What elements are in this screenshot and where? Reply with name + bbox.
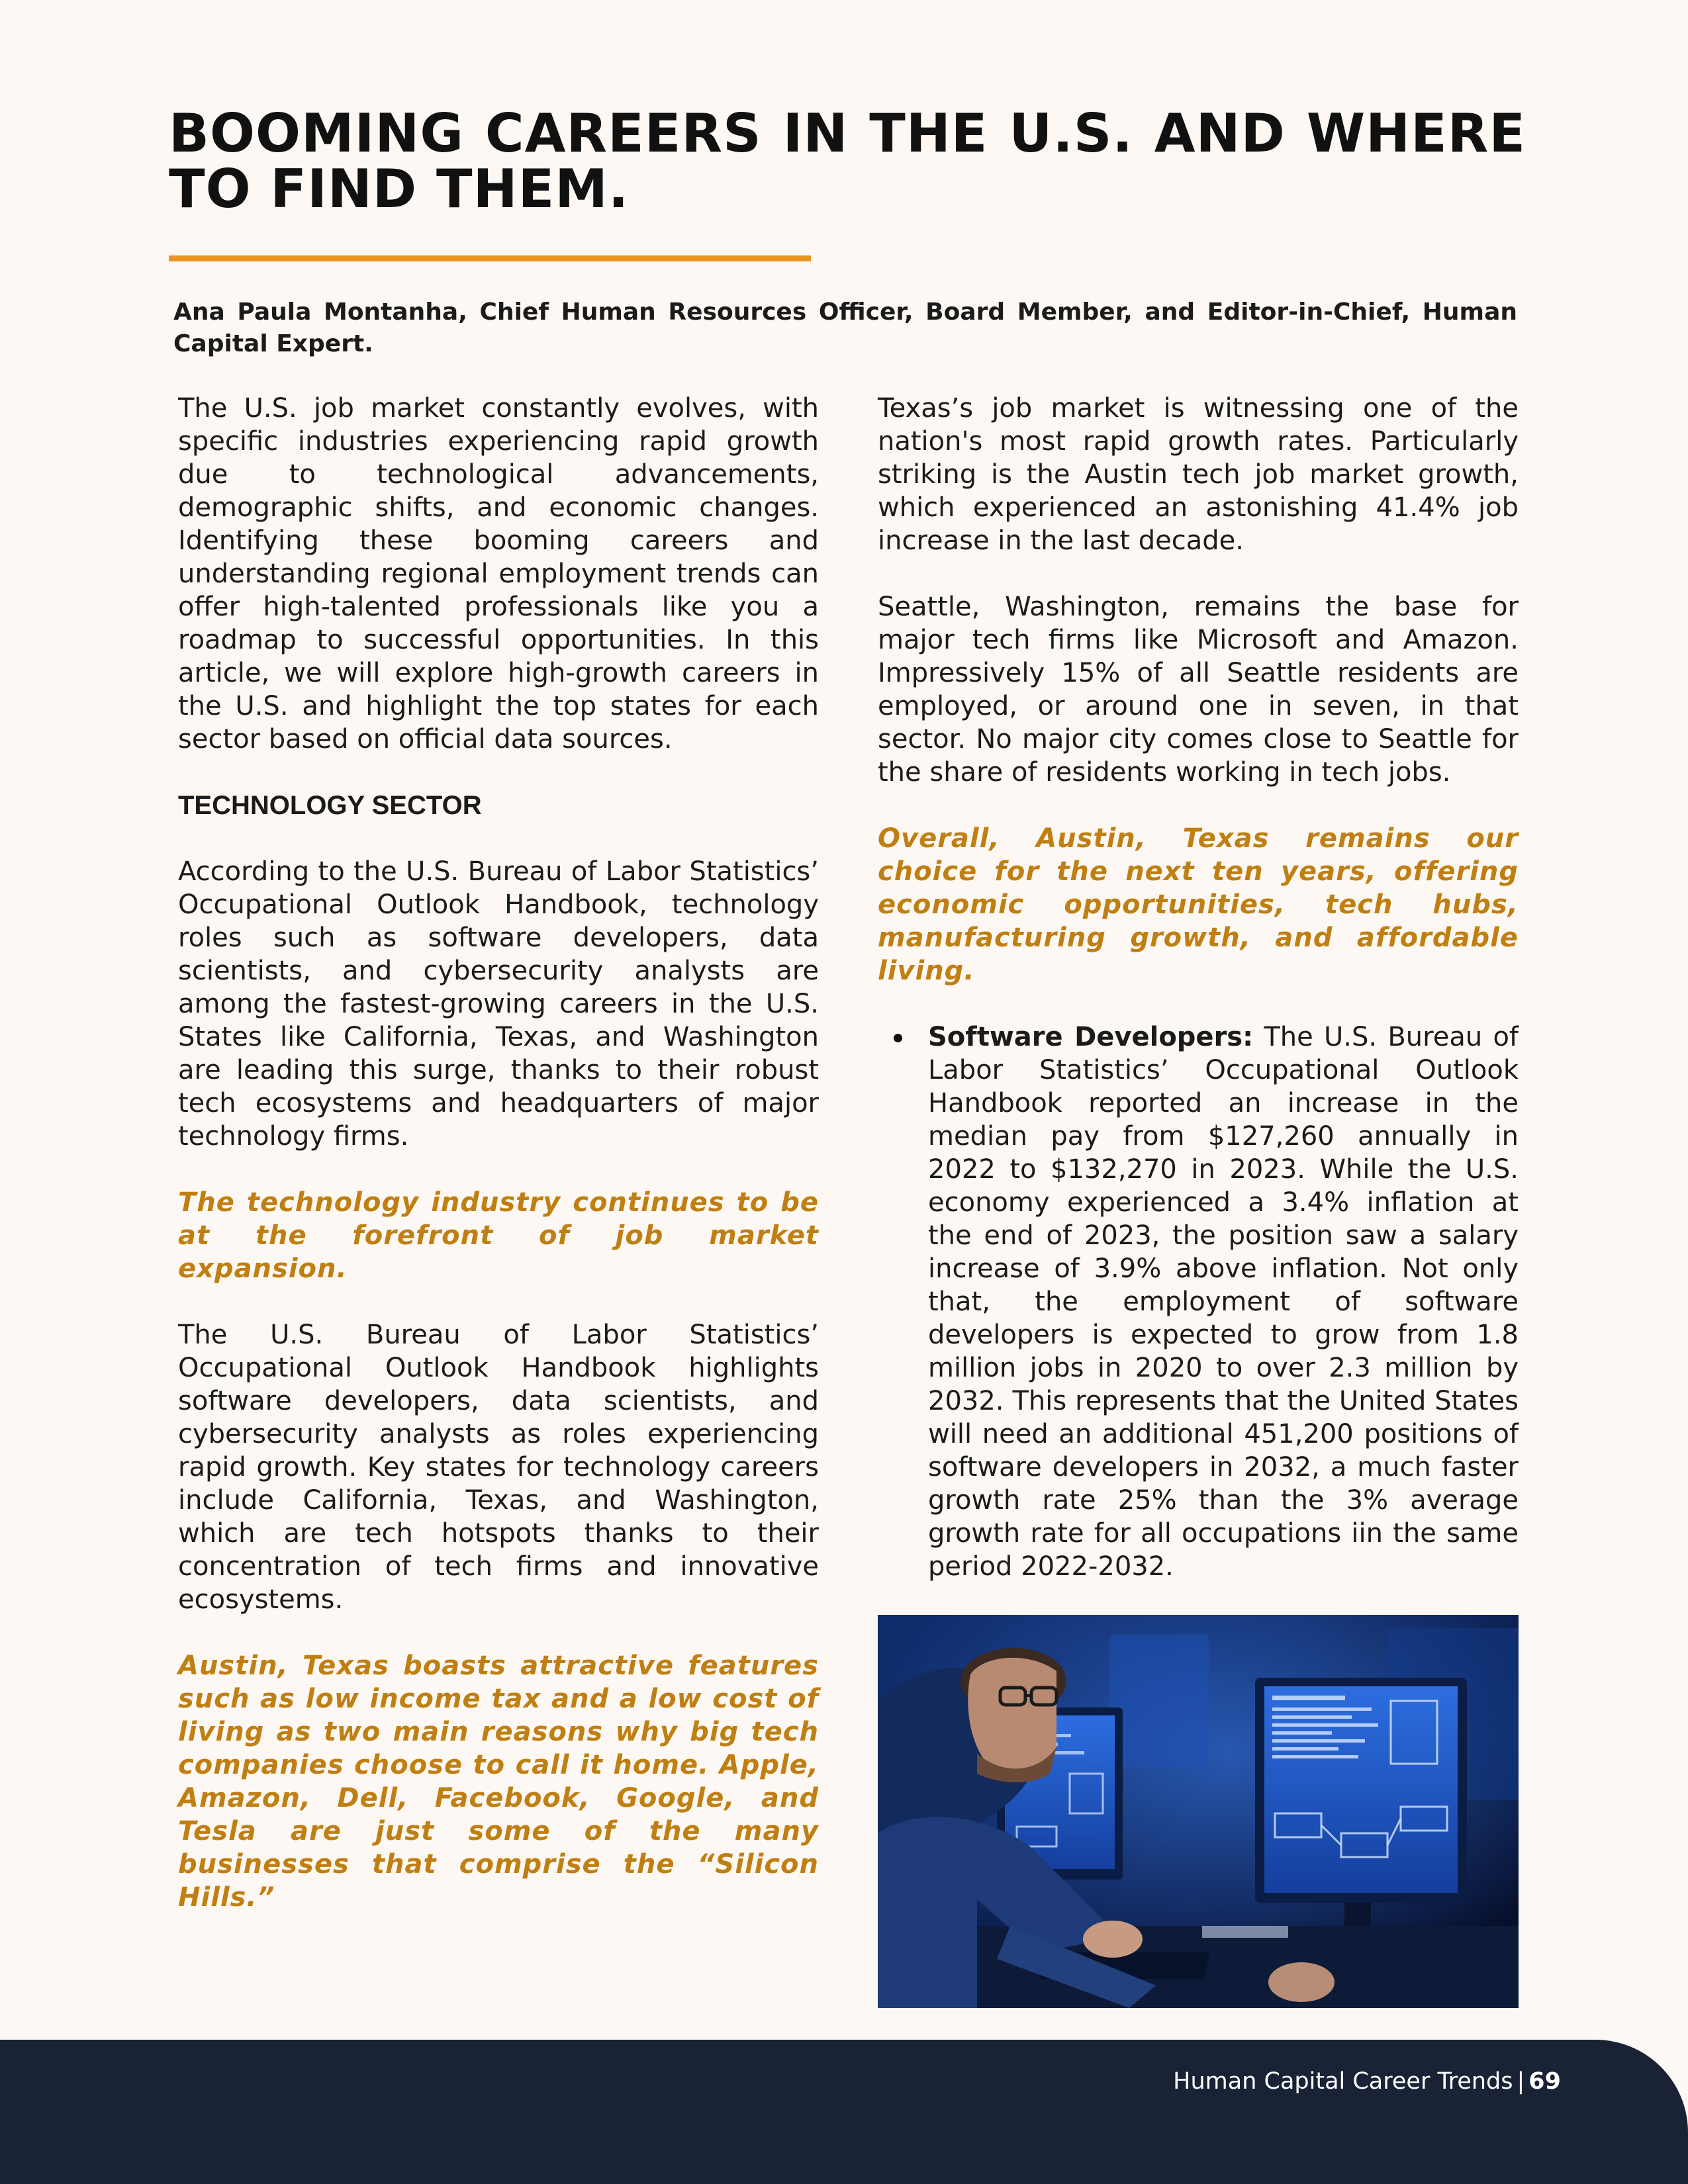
bullet-label: Software Developers: bbox=[928, 1022, 1254, 1052]
article-title: BOOMING CAREERS IN THE U.S. AND WHERE TO FIND THEM. bbox=[169, 103, 1526, 220]
developer-photo bbox=[878, 1615, 1519, 2008]
pull-quote: Austin, Texas boasts attractive features such as low income tax and a low cost of living as two main reasons why big tech companies choose to call it home. Apple, Amazon, Dell, Facebook, Google, and Tesla are just some of the many businesses that comprise the “Silicon Hills.” bbox=[178, 1651, 819, 1913]
right-column bbox=[878, 392, 1519, 1583]
page-footer bbox=[0, 2040, 1688, 2184]
footer-separator: | bbox=[1517, 2068, 1525, 2095]
seattle-paragraph: Seattle, Washington, remains the base for major tech firms like Microsoft and Amazon. Impressively 15% of all Seattle residents are employed, or around one in seven, in that sector. No major city comes close to Seattle for the share of residents working in tech jobs. bbox=[878, 592, 1519, 788]
bullet-list bbox=[878, 1021, 1519, 1583]
pull-quote: The technology industry continues to be at the forefront of job market expansion. bbox=[178, 1187, 819, 1284]
intro-paragraph: The U.S. job market constantly evolves, with specific industries experiencing rapid growth due to technological advancements, demographic shifts, and economic changes. Identifying these booming careers and understanding regional employment trends can offer high-talented professionals like you a roadmap to successful opportunities. In this article, we will explore high-growth careers in the U.S. and highlight the top states for each sector based on official data sources. bbox=[178, 393, 819, 754]
left-column bbox=[178, 392, 819, 1914]
page-number: 69 bbox=[1528, 2068, 1561, 2095]
list-item bbox=[878, 1021, 1519, 1583]
footer-caption bbox=[1173, 2067, 1561, 2096]
title-divider bbox=[169, 255, 811, 261]
bullet-text: The U.S. Bureau of Labor Statistics’ Occupational Outlook Handbook reported an increase in the median pay from $127,260 annually in 2022 to $132,270 in 2023. While the U.S. economy experienced a 3.4% inflation at the end of 2023, the position saw a salary increase of 3.9% above inflation. Not only that, the employment of software developers is expected to grow from 1.8 million jobs in 2020 to over 2.3 million by 2032. This represents that the United States will need an additional 451,200 positions of software developers in 2032, a much faster growth rate 25% than the 3% average growth rate for all occupations iin the same period 2022-2032. bbox=[928, 1022, 1519, 1582]
publication-name: Human Capital Career Trends bbox=[1173, 2068, 1513, 2095]
author-byline: Ana Paula Montanha, Chief Human Resources Officer, Board Member, and Editor-in-Chief, Human Capital Expert. bbox=[173, 298, 1517, 357]
section-heading: TECHNOLOGY SECTOR bbox=[178, 791, 482, 820]
handbook-paragraph: The U.S. Bureau of Labor Statistics’ Occupational Outlook Handbook highlights software developers, data scientists, and cybersecurity analysts as roles experiencing rapid growth. Key states for technology careers include California, Texas, and Washington, which are tech hotspots thanks to their concentration of tech firms and innovative ecosystems. bbox=[178, 1320, 819, 1615]
bls-paragraph: According to the U.S. Bureau of Labor Statistics’ Occupational Outlook Handbook, technology roles such as software developers, data scientists, and cybersecurity analysts are among the fastest-growing careers in the U.S. States like California, Texas, and Washington are leading this surge, thanks to their robust tech ecosystems and headquarters of major technology firms. bbox=[178, 856, 819, 1152]
texas-paragraph: Texas’s job market is witnessing one of the nation's most rapid growth rates. Particularly striking is the Austin tech job market growth, which experienced an astonishing 41.4% job increase in the last decade. bbox=[878, 393, 1519, 556]
bullet-icon bbox=[894, 1034, 902, 1042]
pull-quote: Overall, Austin, Texas remains our choice for the next ten years, offering economic opportunities, tech hubs, manufacturing growth, and affordable living. bbox=[878, 823, 1519, 986]
